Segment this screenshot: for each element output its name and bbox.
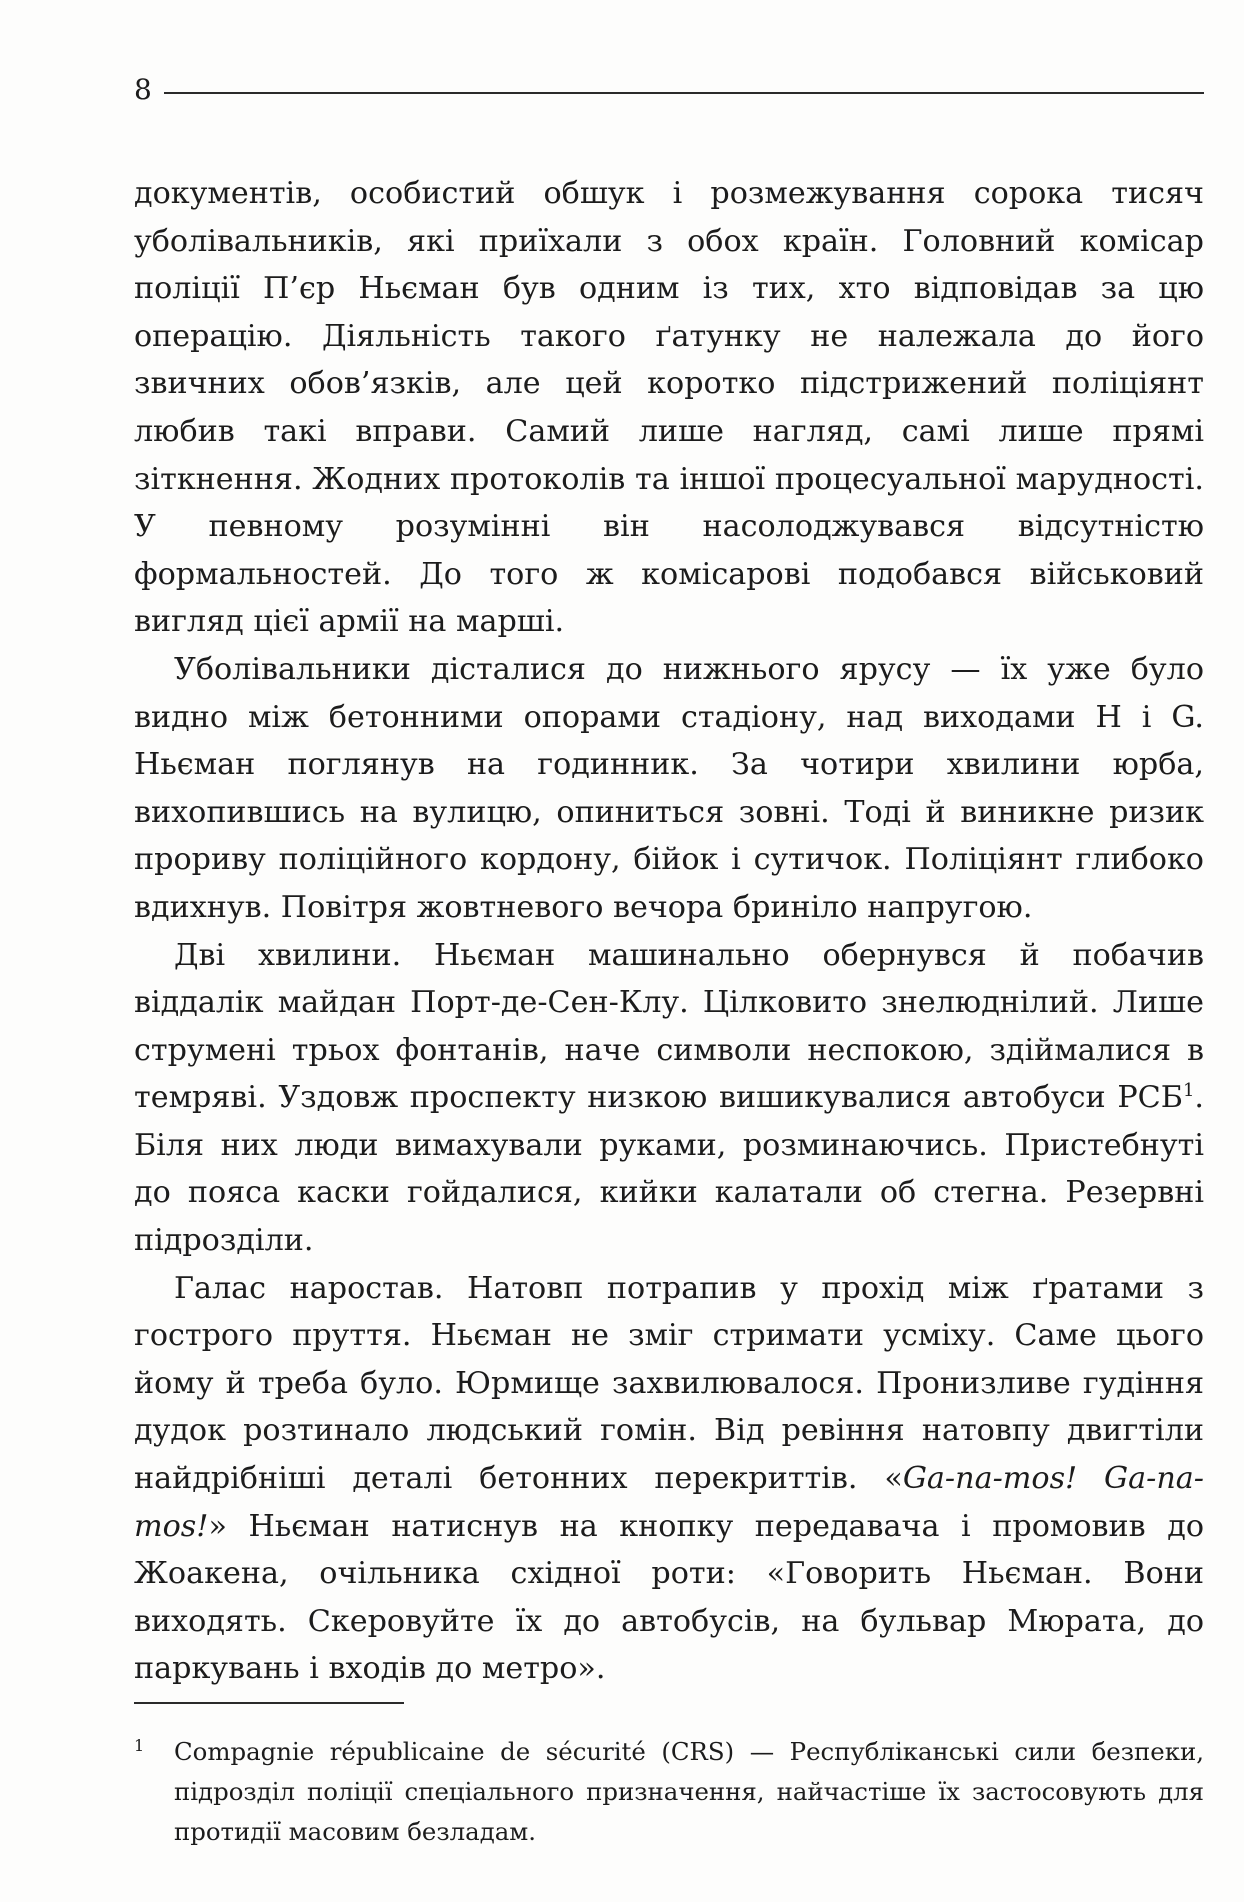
paragraph-3-text-after: . Біля них люди вимахували руками, розминаючись. Пристебнуті до пояса каски гойдалися, кийки калатали об стегна. Резервні підрозділи.	[134, 1080, 1204, 1259]
footnote-reference: 1	[1182, 1080, 1195, 1102]
page-number: 8	[134, 73, 152, 106]
paragraph-4-chant: Ga-na-mos! Ga-na-mos!	[134, 1461, 1204, 1544]
header-rule	[164, 92, 1204, 94]
paragraph-4-text-after: » Ньєман натиснув на кнопку передавача і промовив до Жоакена, очільника східної роти: «Говорить Ньєман. Вони виходять. Скеровуйте їх до автобусів, на бульвар Мюрата, до паркувань і входів до метро».	[134, 1508, 1204, 1687]
paragraph-3	[134, 932, 1204, 1265]
paragraph-3-text-before: Дві хвилини. Ньєман машинально обернувся й побачив віддалік майдан Порт-де-Сен-Клу. Цілковито знелюднілий. Лише струмені трьох фонтанів, наче символи неспокою, здіймалися в темряві. Уздовж проспекту низкою вишикувалися автобуси РСБ	[134, 937, 1204, 1116]
paragraph-4-text-before: Галас наростав. Натовп потрапив у прохід між ґратами з гострого пруття. Ньєман не зміг стримати усміху. Саме цього йому й треба було. Юрмище захвилювалося. Пронизливе гудіння дудок розтинало людський гомін. Від ревіння натовпу двигтіли найдрібніші деталі бетонних перекриттів. «	[134, 1270, 1204, 1497]
paragraph-1	[134, 170, 1204, 646]
page-header	[134, 70, 1204, 110]
footnote-text: Compagnie républicaine de sécurité (CRS) — Республіканські сили безпеки, підрозділ поліції спеціального призначення, найчастіше їх застосовують для протидії масовим безладам.	[174, 1737, 1204, 1846]
paragraph-2-text: Уболівальники дісталися до нижнього ярусу — їх уже було видно між бетонними опорами стадіону, над виходами H і G. Ньєман поглянув на годинник. За чотири хвилини юрба, вихопившись на вулицю, опиниться зовні. Тоді й виникне ризик прориву поліційного кордону, бійок і сутичок. Поліціянт глибоко вдихнув. Повітря жовтневого вечора бриніло напругою.	[134, 651, 1204, 925]
paragraph-4	[134, 1265, 1204, 1693]
body-text	[134, 170, 1204, 1693]
footnote-rule	[134, 1702, 404, 1704]
footnote-marker: 1	[134, 1736, 145, 1755]
paragraph-2	[134, 646, 1204, 932]
footnote	[134, 1732, 1204, 1852]
paragraph-1-text: документів, особистий обшук і розмежування сорока тисяч уболівальників, які приїхали з обох країн. Головний комісар поліції П’єр Ньєман був одним із тих, хто відповідав за цю операцію. Діяльність такого ґатунку не належала до його звичних обов’язків, але цей коротко підстрижений поліціянт любив такі вправи. Самий лише нагляд, самі лише прямі зіткнення. Жодних протоколів та іншої процесуальної марудності. У певному розумінні він насолоджувався відсутністю формальностей. До того ж комісарові подобався військовий вигляд цієї армії на марші.	[134, 176, 1204, 640]
